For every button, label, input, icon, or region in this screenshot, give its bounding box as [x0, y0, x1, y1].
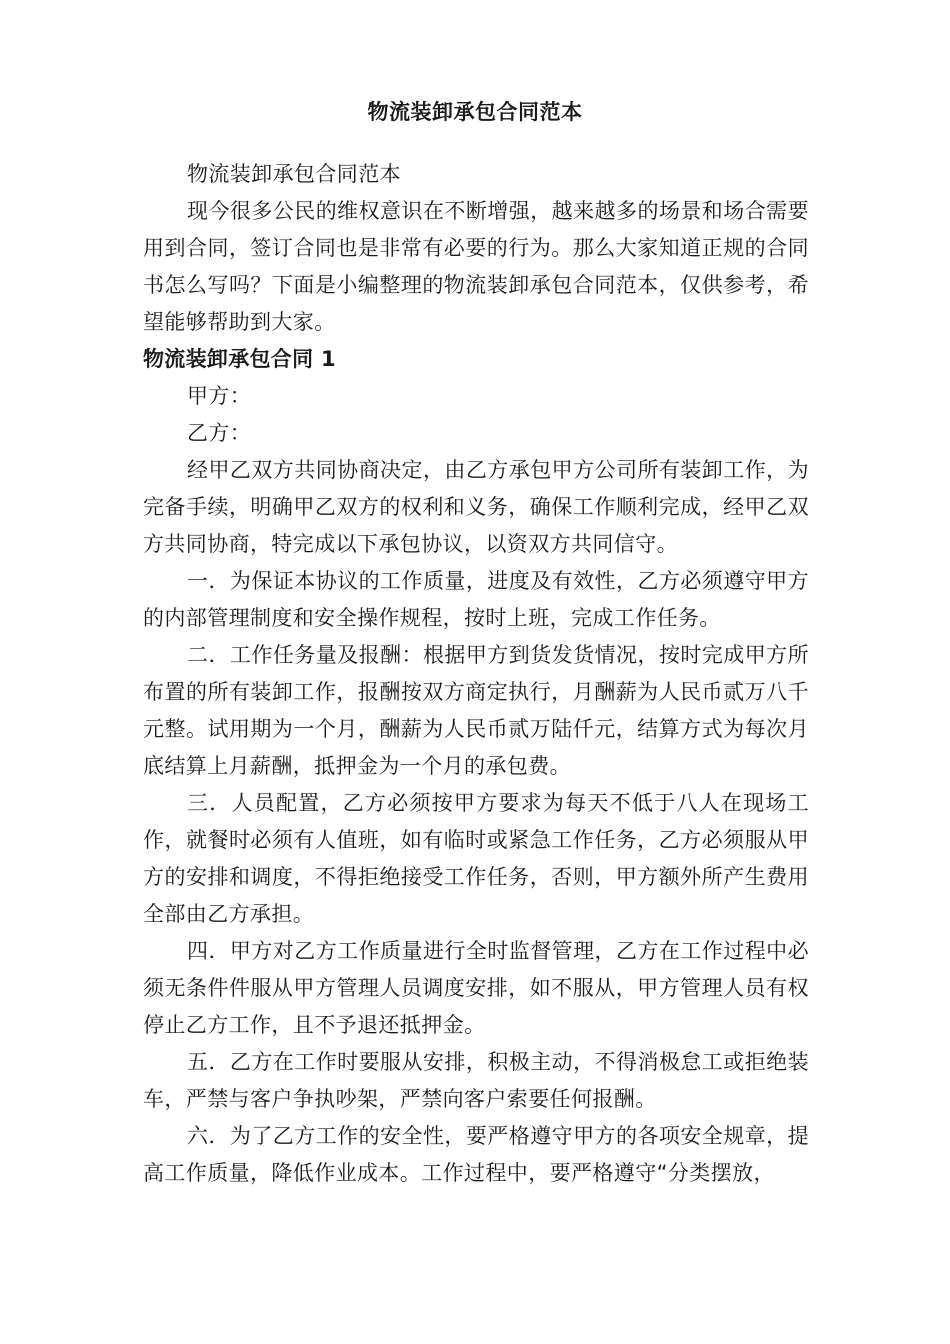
- party-b-line: 乙方：: [187, 421, 252, 445]
- clause-1: 一．为保证本协议的工作质量，进度及有效性，乙方必须遵守甲方的内部管理制度和安全操作规程，按时上班，完成工作任务。: [143, 569, 809, 630]
- clause-3: 三．人员配置，乙方必须按甲方要求为每天不低于八人在现场工作，就餐时必须有人值班，如有临时或紧急工作任务，乙方必须服从甲方的安排和调度，不得拒绝接受工作任务，否则，甲方额外所产生费用全部由乙方承担。: [143, 791, 809, 926]
- clause-preamble: 经甲乙双方共同协商决定，由乙方承包甲方公司所有装卸工作，为完备手续，明确甲乙双方的权利和义务，确保工作顺利完成，经甲乙双方共同协商，特完成以下承包协议，以资双方共同信守。: [143, 458, 809, 556]
- clause-4: 四．甲方对乙方工作质量进行全时监督管理，乙方在工作过程中必须无条件件服从甲方管理人员调度安排，如不服从，甲方管理人员有权停止乙方工作，且不予退还抵押金。: [143, 939, 809, 1037]
- document-body: [143, 156, 809, 1192]
- document-title: 物流装卸承包合同范本: [367, 100, 583, 124]
- section-heading: 物流装卸承包合同 1: [143, 347, 336, 371]
- intro-subtitle: 物流装卸承包合同范本: [187, 162, 401, 186]
- clause-2: 二．工作任务量及报酬：根据甲方到货发货情况，按时完成甲方所布置的所有装卸工作，报酬按双方商定执行，月酬薪为人民币贰万八千元整。试用期为一个月，酬薪为人民币贰万陆仟元，结算方式为每次月底结算上月薪酬，抵押金为一个月的承包费。: [143, 643, 809, 778]
- clause-5: 五．乙方在工作时要服从安排，积极主动，不得消极怠工或拒绝装车，严禁与客户争执吵架，严禁向客户索要任何报酬。: [143, 1050, 809, 1111]
- clause-6: 六．为了乙方工作的安全性，要严格遵守甲方的各项安全规章，提高工作质量，降低作业成本。工作过程中，要严格遵守“分类摆放，: [143, 1124, 809, 1185]
- intro-paragraph: 现今很多公民的维权意识在不断增强，越来越多的场景和场合需要用到合同，签订合同也是非常有必要的行为。那么大家知道正规的合同书怎么写吗？下面是小编整理的物流装卸承包合同范本，仅供参考，希望能够帮助到大家。: [143, 199, 809, 334]
- party-a-line: 甲方：: [187, 384, 252, 408]
